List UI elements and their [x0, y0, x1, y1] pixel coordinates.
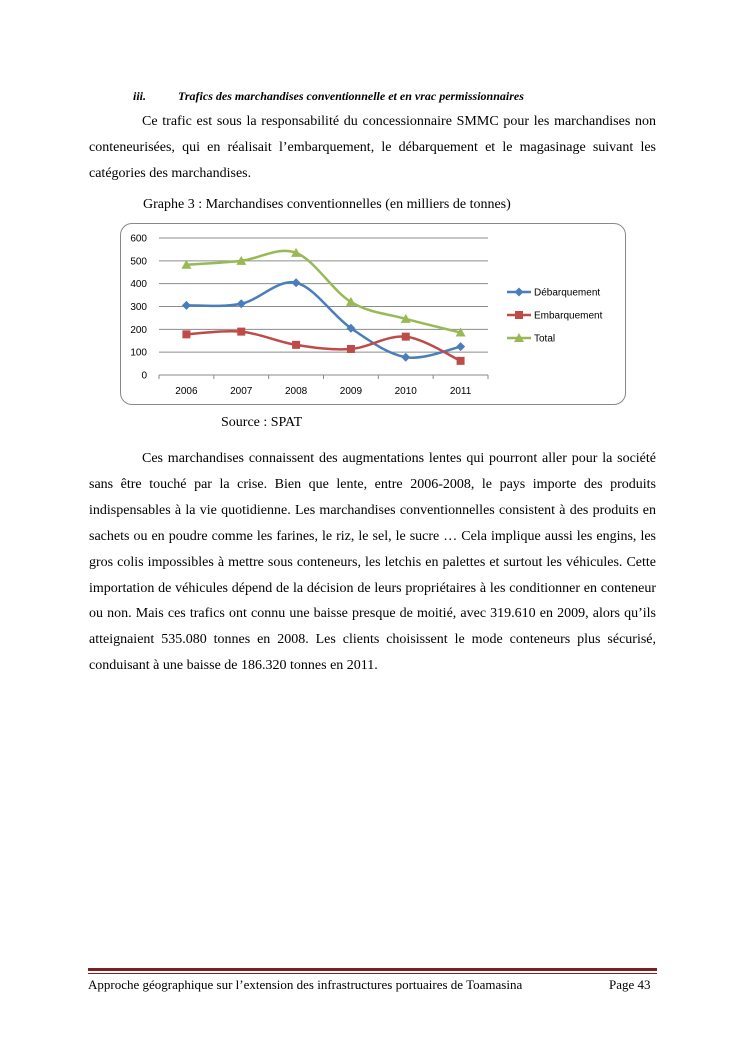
data-point-embarquement: [402, 333, 410, 341]
x-tick-label: 2011: [449, 386, 472, 397]
footer-rule: [88, 968, 657, 971]
paragraph-intro-text: Ce trafic est sous la responsabilité du concessionnaire SMMC pour les marchandises non conteneurisées, qui en réalisait l’embarquement, le débarquement et le magasinage suivant les catégories des marchandises.: [89, 114, 656, 181]
data-point-embarquement: [182, 330, 190, 338]
footer-title: Approche géographique sur l’extension des infrastructures portuaires de Toamasina: [88, 977, 523, 992]
y-tick-label: 100: [130, 347, 147, 359]
legend-marker-embarquement: [515, 311, 523, 319]
y-tick-label: 0: [141, 370, 147, 382]
legend-label-embarquement: Embarquement: [534, 310, 603, 322]
paragraph-analysis-text: Ces marchandises connaissent des augmentations lentes qui pourront aller pour la société sans être touché par la crise. Bien que lente, entre 2006-2008, le pays importe des produits indispensables à la vie quotidienne. Les marchandises conventionnelles consistent à des produits en sachets ou en poudre comme les farines, le riz, le sel, le sucre … Cela implique aussi les engins, les gros colis impossibles à mettre sous conteneurs, les letchis en palettes et surtout les véhicules. Cette importation de véhicules dépend de la décision de leurs propriétaires à les conditionner en conteneur ou non. Mais ces trafics ont connu une baisse presque de moitié, avec 319.610 en 2009, alors qu’ils atteignaient 535.080 tonnes en 2008. Les clients choisissent le mode conteneurs plus sécurisé, conduisant à une baisse de 186.320 tonnes en 2011.: [89, 451, 656, 674]
y-tick-label: 200: [130, 324, 147, 336]
data-point-embarquement: [457, 357, 465, 365]
legend-marker-debarquement: [515, 288, 524, 297]
figure-source: Source : SPAT: [221, 415, 303, 430]
section-heading: [133, 89, 524, 104]
paragraph-intro: [89, 109, 656, 187]
data-point-embarquement: [347, 345, 355, 353]
y-tick-label: 400: [130, 279, 147, 291]
figure-caption: Graphe 3 : Marchandises conventionnelles (en milliers de tonnes): [143, 197, 511, 212]
footer-rule-thin: [88, 973, 657, 974]
y-tick-label: 500: [130, 256, 147, 268]
x-tick-label: 2009: [339, 386, 363, 397]
data-point-debarquement: [456, 342, 465, 351]
legend-label-total: Total: [534, 333, 556, 345]
chart-container: [120, 223, 626, 405]
x-tick-label: 2010: [394, 386, 417, 397]
section-number: iii.: [133, 89, 147, 103]
page-number: Page 43: [609, 977, 651, 992]
series-line-debarquement: [186, 282, 460, 357]
legend-label-debarquement: Débarquement: [534, 287, 601, 299]
x-tick-label: 2008: [284, 386, 308, 397]
data-point-debarquement: [401, 353, 410, 362]
line-chart: [121, 224, 627, 406]
y-tick-label: 600: [130, 233, 147, 245]
data-point-debarquement: [182, 301, 191, 310]
y-tick-label: 300: [130, 302, 147, 313]
data-point-embarquement: [292, 341, 300, 349]
x-tick-label: 2006: [175, 386, 198, 397]
data-point-embarquement: [237, 328, 245, 336]
section-title: Trafics des marchandises conventionnelle et en vrac permissionnaires: [178, 89, 524, 103]
series-line-total: [186, 251, 460, 333]
paragraph-analysis: [89, 446, 656, 679]
data-point-debarquement: [292, 278, 301, 287]
x-tick-label: 2007: [230, 386, 253, 397]
